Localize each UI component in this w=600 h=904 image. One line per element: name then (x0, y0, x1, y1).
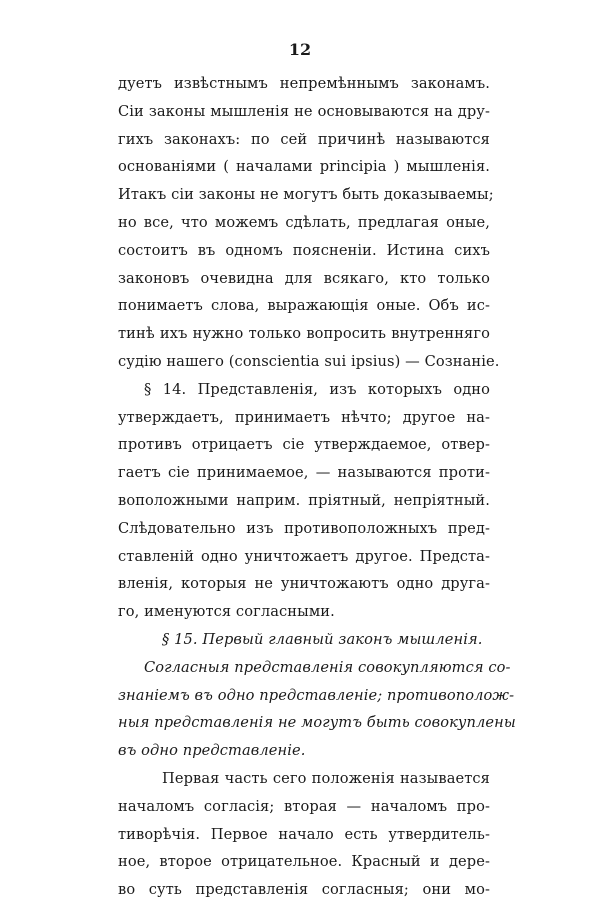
text-line: но все, что можемъ сдѣлать, предлагая оные, (118, 213, 490, 231)
text-line: Первая часть сего положенія называется (162, 769, 490, 787)
text-line: законовъ очевидна для всякаго, кто только (118, 269, 490, 287)
text-line: основаніями ( началами principia ) мышленія. (118, 158, 490, 176)
text-line: ное, второе отрицательное. Красный и дере- (118, 853, 490, 871)
text-line: ставленій одно уничтожаетъ другое. Предста- (118, 547, 490, 565)
text-line: го, именуются согласными. (118, 603, 335, 621)
law-statement-line: знаніемъ въ одно представленіе; противополож- (118, 686, 515, 704)
section-heading-14: § 14. Представленія, изъ которыхъ одно (144, 380, 490, 398)
text-line: судію нашего (conscientia sui ipsius) — Сознаніе. (118, 352, 500, 370)
text-line: тинѣ ихъ нужно только вопросить внутренняго (118, 325, 490, 343)
text-line: воположными наприм. пріятный, непріятный. (118, 491, 490, 509)
text-line: во суть представленія согласныя; они мо- (118, 881, 490, 899)
text-line: состоитъ въ одномъ поясненіи. Истина сихъ (118, 241, 490, 259)
law-statement-line: въ одно представленіе. (118, 742, 306, 760)
text-line: Сіи законы мышленія не основываются на дру- (118, 102, 490, 120)
text-line: дуетъ извѣстнымъ непремѣннымъ законамъ. (118, 75, 490, 92)
body-text (118, 70, 516, 904)
text-line: гихъ законахъ: по сей причинѣ называются (118, 130, 490, 148)
law-statement-line: Согласныя представленія совокупляются со- (144, 658, 511, 676)
law-statement-line: ныя представленія не могутъ быть совокуплены (118, 714, 516, 732)
text-line: понимаетъ слова, выражающія оные. Объ ис- (118, 297, 490, 315)
text-line: тиворѣчія. Первое начало есть утвердитель- (118, 825, 490, 843)
text-line: Слѣдовательно изъ противоположныхъ пред- (118, 519, 490, 537)
text-line: Итакъ сіи законы не могутъ быть доказываемы; (118, 186, 494, 204)
text-line: вленія, которыя не уничтожаютъ одно друга- (118, 575, 490, 593)
text-line: гаетъ сіе принимаемое, — называются проти- (118, 464, 490, 482)
text-line: началомъ согласія; вторая — началомъ про- (118, 797, 490, 815)
section-heading-15: § 15. Первый главный законъ мышленія. (162, 630, 483, 648)
text-line: утверждаетъ, принимаетъ нѣчто; другое на- (118, 408, 490, 426)
page-number: 12 (288, 40, 312, 59)
text-line: противъ отрицаетъ сіе утверждаемое, отвер- (118, 436, 490, 454)
